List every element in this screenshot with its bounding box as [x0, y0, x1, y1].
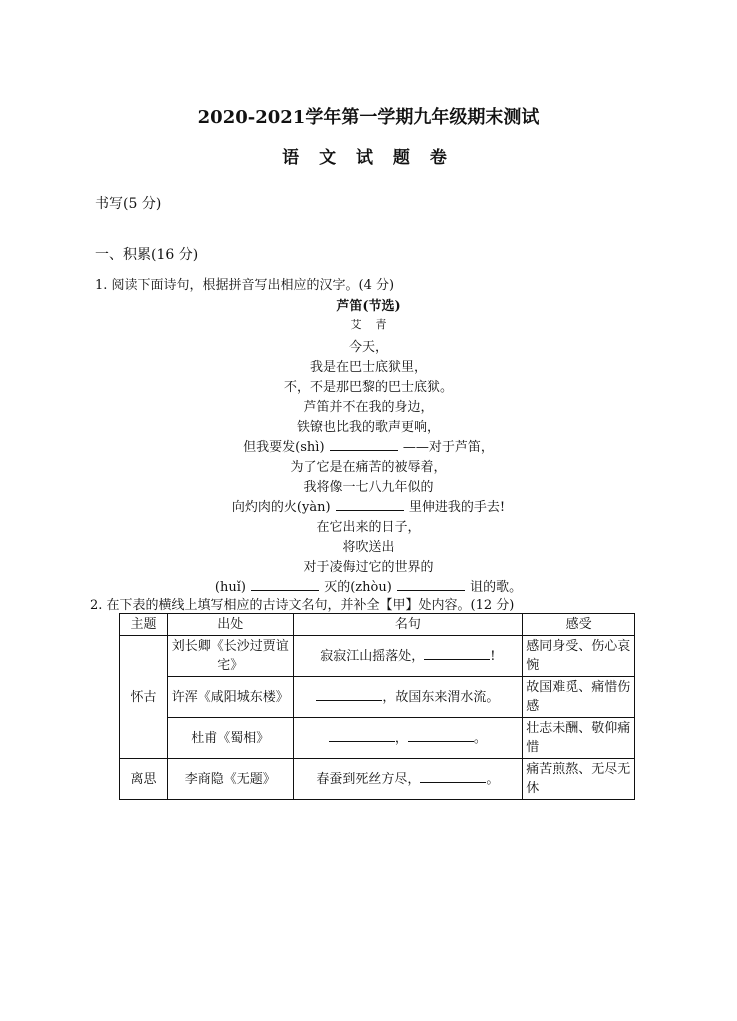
poem-line: 我将像一七八九年似的: [303, 480, 434, 495]
answer-blank[interactable]: [316, 688, 382, 701]
poem-line: 铁镣也比我的歌声更响，: [296, 420, 440, 435]
subtitle-char: 卷: [429, 148, 455, 168]
column-header: 名句: [293, 614, 523, 636]
subtitle-char: 语: [282, 148, 308, 168]
poem-line: 今天，: [348, 340, 388, 355]
poem-text: (huǐ): [214, 580, 246, 595]
poem-author: 艾 青: [350, 318, 387, 331]
question-1-prompt: 1. 阅读下面诗句，根据拼音写出相应的汉字。(4 分): [95, 278, 395, 293]
poem-line: 我是在巴士底狱里，: [309, 360, 427, 375]
poem-line: 为了它是在痛苦的被辱着，: [290, 460, 447, 475]
subtitle-char: 文: [319, 148, 345, 168]
source-cell: 李商隐《无题》: [167, 759, 293, 800]
answer-blank[interactable]: [397, 578, 465, 591]
table-row: [120, 718, 635, 759]
table-row: [120, 636, 635, 677]
accumulation-section-heading: 一、积累(16 分): [95, 247, 199, 263]
theme-cell: 离思: [120, 759, 168, 800]
table-row: [120, 759, 635, 800]
column-header: 出处: [167, 614, 293, 636]
poem-text: ——对于芦笛，: [402, 440, 494, 455]
question-2-prompt: 2. 在下表的横线上填写相应的古诗文名句，并补全【甲】处内容。(12 分): [90, 598, 515, 613]
poem-line: [0, 496, 737, 515]
poem-text: 里伸进我的手去!: [408, 500, 506, 515]
subtitle-char: 试: [356, 148, 381, 168]
answer-blank[interactable]: [330, 438, 398, 451]
table-header-row: [120, 614, 635, 636]
table-row: [120, 677, 635, 718]
column-header: 感受: [523, 614, 635, 636]
poem-title: 芦笛(节选): [336, 299, 401, 314]
poem-line: [0, 436, 737, 455]
answer-blank[interactable]: [408, 729, 474, 742]
subtitle-char: 题: [392, 148, 418, 168]
poem-text: 但我要发(shì): [243, 440, 325, 455]
poem-line: 芦笛并不在我的身边，: [303, 400, 434, 415]
poem-line: 对于凌侮过它的世界的: [303, 560, 434, 575]
poem-line: 在它出来的日子，: [316, 520, 421, 535]
source-cell: 刘长卿《长沙过贾谊宅》: [167, 636, 293, 677]
answer-blank[interactable]: [424, 647, 490, 660]
feeling-cell: 感同身受、伤心哀惋: [523, 636, 635, 677]
poem-line: 将吹送出: [342, 540, 395, 555]
poetry-table: [119, 613, 635, 800]
verse-cell: 春蚕到死丝方尽， 。: [293, 759, 523, 800]
answer-blank[interactable]: [329, 729, 395, 742]
writing-section-heading: 书写(5 分): [95, 196, 162, 212]
poem-line: 不，不是那巴黎的巴士底狱。: [283, 380, 453, 395]
feeling-cell: 壮志未酬、敬仰痛惜: [523, 718, 635, 759]
page-title: 2020-2021学年第一学期九年级期末测试: [197, 107, 540, 128]
feeling-cell: 故国难觅、痛惜伤感: [523, 677, 635, 718]
feeling-cell: 痛苦煎熬、无尽无休: [523, 759, 635, 800]
verse-cell: 寂寂江山摇落处， !: [293, 636, 523, 677]
verse-cell: ， 。: [293, 718, 523, 759]
column-header: 主题: [120, 614, 168, 636]
answer-blank[interactable]: [420, 770, 486, 783]
source-cell: 许浑《咸阳城东楼》: [167, 677, 293, 718]
page-subtitle: [0, 143, 737, 168]
source-cell: 杜甫《蜀相》: [167, 718, 293, 759]
answer-blank[interactable]: [251, 578, 319, 591]
poem-text: 向灼肉的火(yàn): [231, 500, 331, 515]
verse-cell: ，故国东来渭水流。: [293, 677, 523, 718]
poem-line: [0, 576, 737, 595]
poem-text: 灭的(zhòu): [324, 580, 392, 595]
theme-cell: 怀古: [120, 636, 168, 759]
answer-blank[interactable]: [336, 498, 404, 511]
poem-text: 诅的歌。: [470, 580, 523, 595]
